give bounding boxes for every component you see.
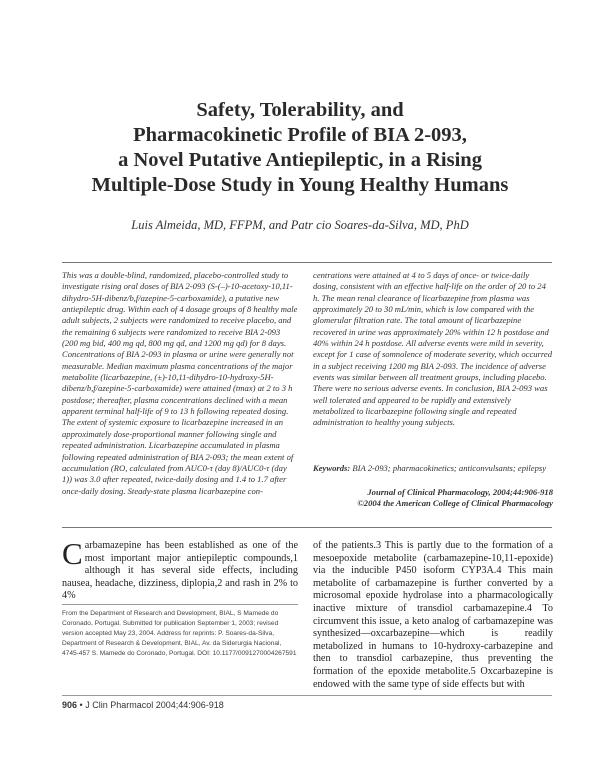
title-line: Pharmacokinetic Profile of BIA 2-093, — [133, 124, 467, 146]
journal-citation: Journal of Clinical Pharmacology, 2004;44:906-918 — [367, 487, 553, 497]
abstract-column-left: This was a double-blind, randomized, placebo-controlled study to investigate rising oral doses of BIA 2-093 (S-(–)-10-acetoxy-10,11-dihydro-5H-dibenz/b,f/azepine-5-carboxamide), a putative new antiepileptic drug. Within each of 4 dosage groups of 8 healthy male adult subjects, 2 subjects were randomized to receive placebo, and the remaining 6 subjects were randomized to receive BIA 2-093 (200 mg bid, 400 mg qd, 800 mg qd, and 1200 mg qd) for 8 days. Concentrations of BIA 2-093 in plasma or urine were generally not measurable. Median maximum plasma concentrations of the major metabolite (licarbazepine, (±)-10,11-dihydro-10-hydroxy-5H-dibenz/b,f/azepine-5-carboxamide) were attained (tmax) at 2 to 3 h postdose; thereafter, plasma concentrations declined with a mean apparent terminal half-life of 9 to 13 h following repeated dosing. The extent of systemic exposure to licarbazepine increased in an approximately dose-proportional manner following single and repeated administration. Licarbazepine accumulated in plasma following repeated administration of BIA 2-093; the mean extent of accumulation (RO, calculated from AUC0-τ (day 8)/AUC0-τ (day 1)) was 3.0 after repeated, twice-daily dosing and 1.4 to 1.7 after once-daily dosing. Steady-state plasma licarbazepine con- — [62, 270, 298, 496]
page-number: 906 — [62, 700, 78, 710]
journal-block — [313, 487, 553, 509]
abstract-top-rule — [62, 262, 552, 263]
running-foot-citation: • J Clin Pharmacol 2004;44:906-918 — [79, 700, 224, 710]
footnote-rule — [62, 604, 298, 605]
title-line: Multiple-Dose Study in Young Healthy Humans — [91, 174, 509, 196]
title-line: Safety, Tolerability, and — [196, 99, 404, 121]
copyright-line: ©2004 the American College of Clinical Pharmacology — [357, 498, 553, 508]
abstract-column-right: centrations were attained at 4 to 5 days of once- or twice-daily dosing, consistent with an effective half-life on the order of 20 to 24 h. The mean renal clearance of licarbazepine from plasma was approximately 20 to 30 mL/min, which is low compared with the glomerular filtration rate. The total amount of licarbazepine recovered in urine was approximately 20% within 12 h postdose and 40% within 24 h postdose. All adverse events were mild in severity, except for 1 case of somnolence of moderate severity, which occurred in a subject receiving 1200 mg BIA 2-093. The incidence of adverse events was similar between all treatment groups, including placebo. There were no serious adverse events. In conclusion, BIA 2-093 was well tolerated and appeared to be rapidly and extensively metabolized to licarbazepine following single and repeated administration to healthy young subjects. — [313, 270, 553, 428]
body-text-left: arbamazepine has been established as one of the most important major antiepileptic compounds,1 although it has several side effects, including nausea, headache, dizziness, diplopia,2 and rash in 2% to 4% — [62, 540, 298, 602]
author-line: Luis Almeida, MD, FFPM, and Patr cio Soares-da-Silva, MD, PhD — [131, 218, 469, 232]
drop-cap: C — [62, 536, 83, 571]
title-line: a Novel Putative Antiepileptic, in a Rising — [118, 149, 482, 171]
abstract-bottom-rule — [62, 527, 552, 528]
running-foot-rule — [62, 695, 552, 696]
body-column-left — [62, 536, 298, 603]
keywords-text: BIA 2-093; pharmacokinetics; anticonvulsants; epilepsy — [352, 463, 547, 473]
keywords — [313, 463, 553, 474]
article-title — [40, 98, 560, 198]
body-column-right: of the patients.3 This is partly due to the formation of a mesoepoxide metabolite (carbamazepine-10,11-epoxide) via the inducible P450 isoform CYP3A.4 This main metabolite of carbamazepine is further converted by a microsomal epoxide hydrolase into a pharmacologically inactive mixture of transdiol carbamazepine.4 To circumvent this issue, a keto analog of carbamazepine was synthesized—oxcarbazepine—which is readily metabolized in humans to 10-hydroxy-carbazepine and then to transdiol carbazepine, thus preventing the formation of the epoxide metabolite.5 Oxcarbazepine is endowed with the same type of side effects but with — [313, 540, 553, 690]
keywords-label: Keywords: — [313, 463, 351, 473]
affiliation-footnote: From the Department of Research and Development, BIAL, S Mamede do Coronado, Portugal. Submitted for publication September 1, 2003; revised version accepted May 23, 2004. Address for reprints: P. Soares-da-Silva, Department of Research & Development, BIAL, Av. da Siderurgia Nacional, 4745-457 S. Mamede do Coronado, Portugal. DOI: 10.1177/0091270004267591 — [62, 610, 297, 657]
running-foot — [62, 700, 224, 710]
